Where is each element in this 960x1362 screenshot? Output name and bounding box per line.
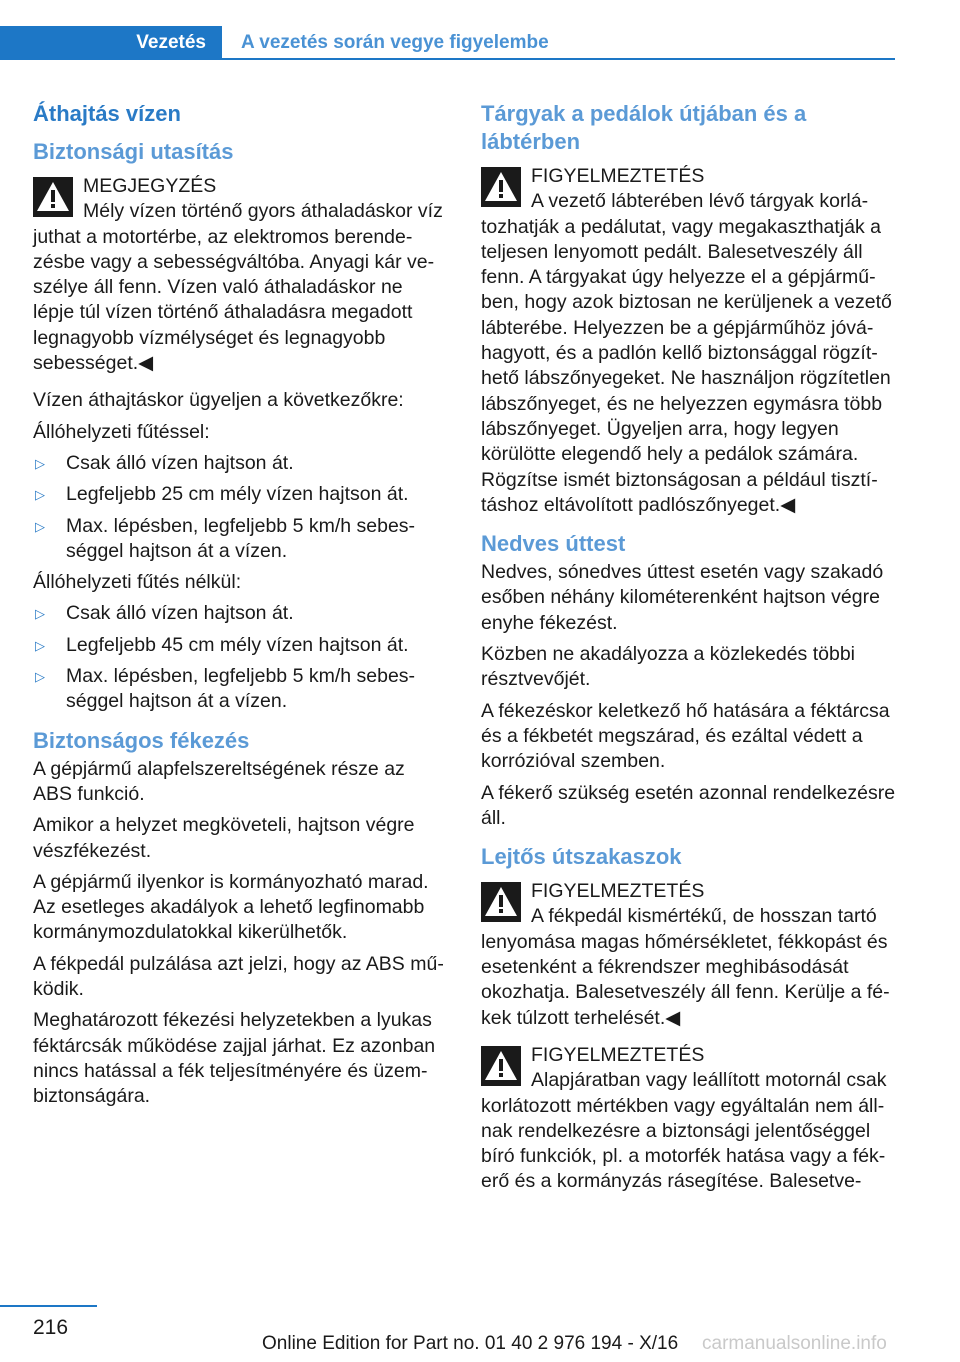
subheading-pedals: Tárgyak a pedálok útjában és a lábtérben	[481, 101, 807, 154]
with-heating-label: Állóhelyzeti fűtéssel:	[33, 420, 210, 443]
braking-paragraph: A gépjármű alapfelszereltségének része az ABS funkció.	[33, 757, 405, 805]
list-item: ▷ Max. lépésben, legfeljebb 5 km/h sebességgel hajtson át a vízen.	[35, 514, 416, 562]
list-item: ▷ Csak álló vízen hajtson át.	[33, 601, 448, 626]
without-heating-label: Állóhelyzeti fűtés nélkül:	[33, 571, 242, 594]
warning-text: A vezető lábterében lévő tárgyak korlátozhatják a pedálutat, vagy megakaszthatják a teljesen lenyomott pedált. Balesetveszély áll fenn. A tárgyakat úgy helyezze el a gépjárműben, hogy azok biztosan ne kerüljenek a vezető lábterébe. Helyezzen be a gépjárműhöz jóváhagyott, és a padlón kellő biztonsággal rögzíthető lábszőnyegeket. Ne használjon rögzítetlen lábszőnyeget, és ne helyezzen egymásra több lábszőnyeget. Ügyeljen arra, hogy legyen körülötte elegendő hely a pedálok számára. Rögzítse ismét biztonságosan a például tisztításhoz eltávolított padlószőnyeget.◀	[481, 190, 892, 516]
left-column	[33, 100, 448, 1116]
warning-box-pedals	[481, 164, 897, 518]
intro-text: Vízen áthajtáskor ügyeljen a következőkre:	[33, 389, 404, 412]
braking-paragraph: A gépjármű ilyenkor is kormányozható marad. Az esetleges akadályok a lehető legfinomabb kormánymozdulatokkal kikerülhetők.	[33, 870, 429, 944]
wet-paragraph: A fékezéskor keletkező hő hatására a féktárcsa és a fékbetét megszárad, és ezáltal védett a korrózióval szemben.	[481, 699, 890, 773]
warning-text: Alapjáratban vagy leállított motornál csak korlátozott mértékben vagy egyáltalán nem állnak rendelkezésre a biztonsági jelentőséggel bíró funkciók, pl. a motorfék hatása vagy a fékerő és a kormányzás rásegítése. Balesetve-	[481, 1069, 887, 1193]
warning-triangle-icon	[33, 177, 73, 217]
triangle-right-icon: ▷	[35, 669, 45, 685]
subheading-safety: Biztonsági utasítás	[33, 139, 234, 164]
page-header	[0, 26, 895, 60]
header-rule	[222, 58, 895, 60]
warning-title: FIGYELMEZTETÉS	[531, 165, 705, 187]
warning-text: A fékpedál kismértékű, de hosszan tartó lenyomása magas hőmérsékletet, fékkopást és esetenként a fékrendszer meghibásodását okozhatja. Balesetveszély áll fenn. Kerülje a fékek túlzott terhelését.◀	[481, 905, 890, 1029]
note-box	[33, 174, 448, 376]
warning-box-slopes-2	[481, 1043, 897, 1195]
triangle-right-icon: ▷	[35, 606, 45, 622]
warning-triangle-icon	[481, 1046, 521, 1086]
triangle-right-icon: ▷	[35, 518, 45, 534]
list-item: ▷ Csak álló vízen hajtson át.	[33, 451, 448, 476]
list-item: ▷ Max. lépésben, legfeljebb 5 km/h sebességgel hajtson át a vízen.	[35, 665, 416, 713]
list-item: ▷ Legfeljebb 25 cm mély vízen hajtson át.	[33, 482, 448, 507]
wet-paragraph: Közben ne akadályozza a közlekedés többi résztvevőjét.	[481, 643, 856, 691]
triangle-right-icon: ▷	[35, 637, 45, 653]
subheading-slopes: Lejtős útszakaszok	[481, 844, 682, 870]
triangle-right-icon: ▷	[35, 487, 45, 503]
page-number: 216	[33, 1316, 69, 1339]
with-heating-list	[33, 451, 448, 564]
warning-triangle-icon	[481, 167, 521, 207]
without-heating-list	[33, 601, 448, 714]
warning-box-slopes-1	[481, 879, 897, 1031]
wet-paragraph: A fékerő szükség esetén azonnal rendelkezésre áll.	[481, 781, 896, 829]
footer-rule	[0, 1305, 97, 1307]
subheading-wet-road: Nedves úttest	[481, 531, 626, 557]
note-text: Mély vízen történő gyors áthaladáskor víz juthat a motortérbe, az elektromos berendezésbe vagy a sebességváltóba. Anyagi kár veszélye áll fenn. Vízen való áthaladáskor ne lépje túl vízen történő áthaladásra megadott legnagyobb vízmélységet és legnagyobb sebességet.◀	[33, 200, 443, 375]
watermark: carmanualsonline.info	[702, 1333, 887, 1354]
braking-paragraph: Meghatározott fékezési helyzetekben a lyukas féktárcsák működése zajjal járhat. Ez azonban nincs hatással a fék teljesítményére és üzembiztonságára.	[33, 1009, 436, 1108]
triangle-right-icon: ▷	[35, 455, 45, 471]
section-breadcrumb[interactable]: A vezetés során vegye figyelembe	[241, 32, 549, 53]
warning-triangle-icon	[481, 882, 521, 922]
subheading-braking: Biztonságos fékezés	[33, 727, 250, 753]
warning-title: FIGYELMEZTETÉS	[531, 880, 705, 903]
section-title-water: Áthajtás vízen	[33, 101, 181, 126]
braking-paragraph: Amikor a helyzet megköveteli, hajtson végre vészfékezést.	[33, 814, 415, 862]
wet-paragraph: Nedves, sónedves úttest esetén vagy szakadó esőben néhány kilométerenként hajtson végre enyhe fékezést.	[481, 561, 884, 634]
braking-paragraph: A fékpedál pulzálása azt jelzi, hogy az ABS működik.	[33, 952, 444, 1001]
list-item: ▷ Legfeljebb 45 cm mély vízen hajtson át.	[33, 633, 448, 658]
note-title: MEGJEGYZÉS	[83, 175, 217, 197]
right-column	[481, 100, 897, 1207]
chapter-tab[interactable]: Vezetés	[0, 26, 222, 60]
edition-note: Online Edition for Part no. 01 40 2 976 194 - X/16	[262, 1333, 679, 1354]
warning-title: FIGYELMEZTETÉS	[531, 1043, 705, 1066]
